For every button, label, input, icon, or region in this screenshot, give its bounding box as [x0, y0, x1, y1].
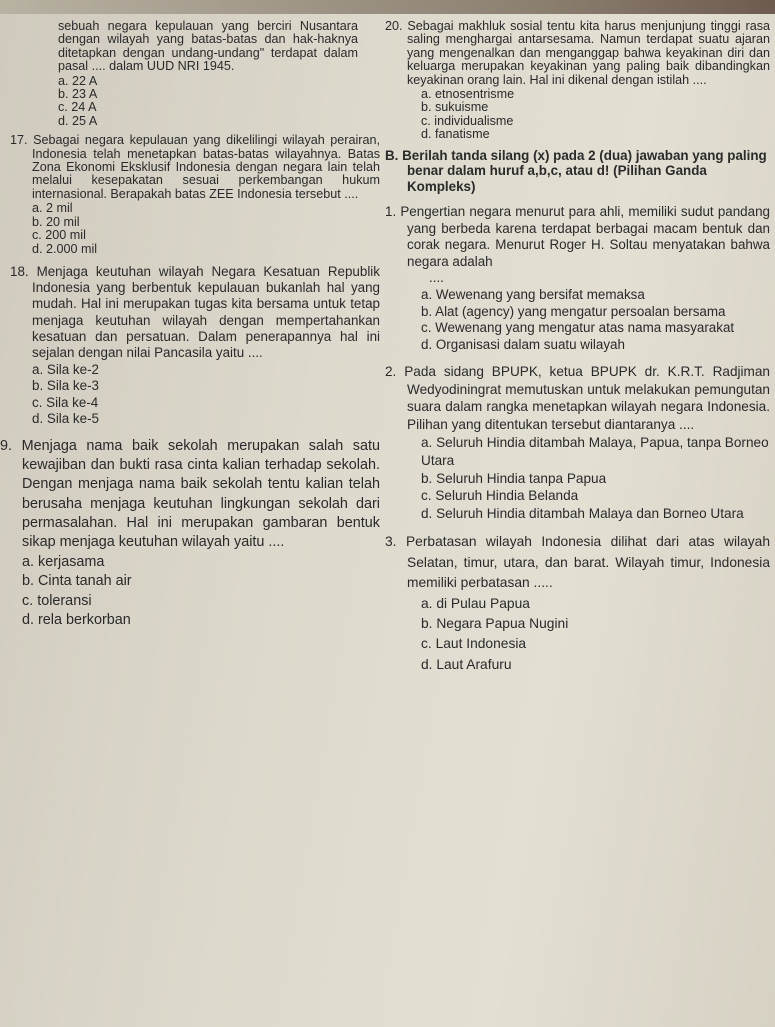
question-20-option-b: b. sukuisme: [421, 100, 489, 115]
question-b1-number: 1.: [385, 204, 397, 220]
question-20-option-c: c. individualisme: [421, 113, 514, 128]
question-19-number: 9.: [0, 437, 13, 454]
question-b2-option-d: d. Seluruh Hindia ditambah Malaya dan Borneo Utara: [421, 505, 744, 521]
question-17-option-c: c. 200 mil: [32, 228, 86, 243]
question-20: [385, 20, 770, 142]
question-16-option-b: b. 23 A: [58, 87, 98, 102]
question-18-option-b: b. Sila ke-3: [32, 378, 99, 394]
question-b1-text: Pengertian negara menurut para ahli, memiliki sudut pandang yang berbeda karena terdapat berbagai macam bentuk dan corak negara. Menurut Roger H. Soltau menyatakan bahwa negara adalah: [400, 204, 770, 269]
question-b3-option-a: a. di Pulau Papua: [421, 596, 530, 612]
question-16-option-a: a. 22 A: [58, 73, 98, 88]
question-b1: [385, 204, 770, 353]
right-column: [385, 20, 770, 685]
question-19: [0, 437, 380, 630]
question-16-option-d: d. 25 A: [58, 113, 98, 128]
question-18-option-d: d. Sila ke-5: [32, 410, 99, 426]
question-b3-option-d: d. Laut Arafuru: [421, 656, 512, 672]
question-b2: [385, 363, 770, 522]
question-20-option-d: d. fanatisme: [421, 127, 490, 142]
question-17-option-b: b. 20 mil: [32, 214, 80, 229]
question-19-option-a: a. kerjasama: [22, 554, 105, 571]
question-17-text: Sebagai negara kepulauan yang dikelilingi wilayah perairan, Indonesia telah menetapkan batas-batas wilayahnya. Batas Zona Ekonomi Eksklusif Indonesia dengan negara lain telah melalui kesepakatan sesuai perkembangan hukum internasional. Berapakah batas ZEE Indonesia tersebut ....: [32, 133, 380, 201]
question-b3: [385, 532, 770, 674]
question-b3-option-c: c. Laut Indonesia: [421, 636, 527, 652]
question-b1-option-a: a. Wewenang yang bersifat memaksa: [421, 287, 645, 303]
question-b1-option-b: b. Alat (agency) yang mengatur persoalan bersama: [421, 303, 726, 319]
question-19-option-c: c. toleransi: [22, 592, 92, 609]
question-b2-option-a: a. Seluruh Hindia ditambah Malaya, Papua, tanpa Borneo Utara: [421, 435, 769, 469]
question-16-text: sebuah negara kepulauan yang berciri Nusantara dengan wilayah yang batas-batas dan hak-haknya ditetapkan dengan undang-undang" terdapat dalam pasal .... dalam UUD NRI 1945.: [58, 19, 358, 74]
question-18-option-c: c. Sila ke-4: [32, 394, 99, 410]
question-17-option-a: a. 2 mil: [32, 201, 73, 216]
question-b1-ellipsis: ....: [429, 270, 444, 286]
question-b2-option-b: b. Seluruh Hindia tanpa Papua: [421, 470, 607, 486]
question-b3-text: Perbatasan wilayah Indonesia dilihat dari atas wilayah Selatan, timur, utara, dan barat. Wilayah timur, Indonesia memiliki perbatasan .....: [405, 534, 770, 590]
question-19-text: Menjaga nama baik sekolah merupakan salah satu kewajiban dan bukti rasa cinta kalian terhadap sekolah. Dengan menjaga nama baik sekolah tentu kalian telah berusaha menjaga keutuhan lingkungan sekolah dari permasalahan. Hal ini merupakan gambaran bentuk sikap menjaga keutuhan wilayah yaitu ....: [21, 437, 381, 550]
question-20-text: Sebagai makhluk sosial tentu kita harus menjunjung tinggi rasa saling menghargai antarsesama. Namun terdapat suatu ajaran yang mengenalkan dan menganggap bahwa keyakinan diri dan keluarga merupakan keyakinan yang paling baik dibandingkan keyakinan orang lain. Hal ini dikenal dengan istilah ....: [407, 19, 771, 87]
question-20-option-a: a. etnosentrisme: [421, 87, 515, 102]
question-18-option-a: a. Sila ke-2: [32, 362, 99, 378]
question-b2-option-c: c. Seluruh Hindia Belanda: [421, 488, 579, 504]
question-17: [10, 134, 380, 256]
question-18-text: Menjaga keutuhan wilayah Negara Kesatuan Republik Indonesia yang berbentuk kepulauan bukanlah hal yang mudah. Hal ini merupakan tugas kita bersama untuk tetap menjaga keutuhan wilayah dengan mempertahankan kesatuan dan persatuan. Dalam penerapannya hal ini sejalan dengan nilai Pancasila yaitu ....: [32, 263, 380, 360]
question-b3-number: 3.: [385, 534, 397, 550]
question-18: [10, 264, 380, 427]
question-16-option-c: c. 24 A: [58, 100, 97, 115]
question-16: [10, 20, 380, 128]
question-18-number: 18.: [10, 263, 29, 279]
question-17-option-d: d. 2.000 mil: [32, 241, 98, 256]
section-b-heading: B. Berilah tanda silang (x) pada 2 (dua) jawaban yang paling benar dalam huruf a,b,c, atau d! (Pilihan Ganda Kompleks): [385, 147, 767, 194]
question-b1-option-c: c. Wewenang yang mengatur atas nama masyarakat: [421, 320, 735, 336]
left-column: [0, 19, 381, 640]
question-17-number: 17.: [10, 133, 28, 148]
question-b2-number: 2.: [385, 364, 397, 380]
question-b2-text: Pada sidang BPUPK, ketua BPUPK dr. K.R.T. Radjiman Wedyodiningrat memutuskan untuk melakukan pemungutan suara dalam rangka menetapkan wilayah negara Indonesia. Pilihan yang ditentukan tersebut diantaranya ....: [404, 364, 770, 432]
page-edge-shadow: [0, 0, 775, 14]
question-b1-option-d: d. Organisasi dalam suatu wilayah: [421, 336, 625, 352]
question-20-number: 20.: [385, 19, 403, 33]
question-19-option-d: d. rela berkorban: [22, 611, 131, 628]
question-19-option-b: b. Cinta tanah air: [22, 573, 132, 590]
question-b3-option-b: b. Negara Papua Nugini: [421, 616, 569, 632]
